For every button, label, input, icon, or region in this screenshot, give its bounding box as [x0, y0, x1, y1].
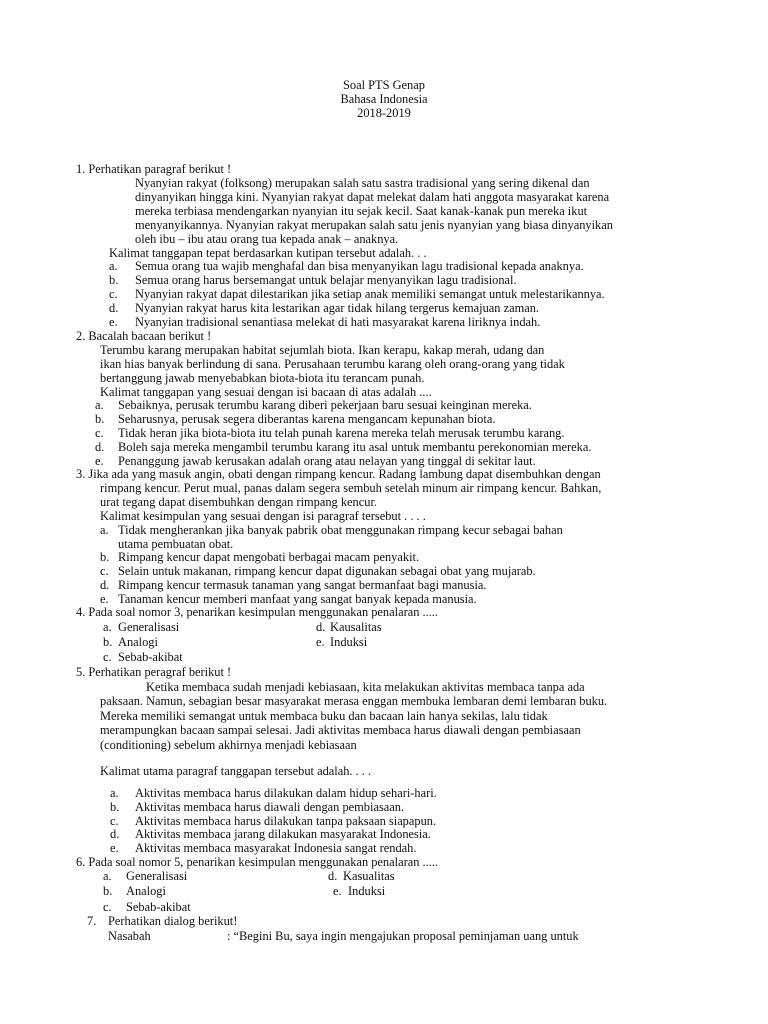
question-5-option-b: Aktivitas membaca harus diawali dengan pembiasaan. [135, 800, 405, 814]
question-2-option-a: Sebaiknya, perusak terumbu karang diberi pekerjaan baru sesuai keinginan mereka. [118, 398, 532, 412]
dialog-line: : “Begini Bu, saya ingin mengajukan proposal peminjaman uang untuk [227, 929, 579, 943]
option-letter: d. [109, 301, 119, 315]
question-5-paragraph-line: paksaan. Namun, sebagian besar masyarakat merasa enggan membuka lembaran demi lembaran buku. [100, 694, 608, 708]
question-3-option-d: Rimpang kencur termasuk tanaman yang sangat bermanfaat bagi manusia. [118, 578, 487, 592]
question-3-option-c: Selain untuk makanan, rimpang kencur dapat digunakan sebagai obat yang mujarab. [118, 564, 536, 578]
option-letter: a. [95, 398, 104, 412]
question-5-option-a: Aktivitas membaca harus dilakukan dalam hidup sehari-hari. [135, 786, 437, 800]
question-5-option-e: Aktivitas membaca masyarakat Indonesia sangat rendah. [135, 841, 417, 855]
dialog-speaker: Nasabah [108, 929, 151, 943]
question-2-paragraph-line: bertanggung jawab menyebabkan biota-biota itu terancam punah. [100, 371, 425, 385]
option-letter: e. [333, 884, 342, 898]
question-6-option-e: Induksi [348, 884, 386, 898]
option-letter: b. [100, 550, 110, 564]
question-2-option-d: Boleh saja mereka mengambil terumbu karang itu asal untuk membantu perekonomian mereka. [118, 440, 592, 454]
question-1-option-c: Nyanyian rakyat dapat dilestarikan jika setiap anak memiliki semangat untuk melestarikannya. [135, 287, 605, 301]
question-5-prompt: Kalimat utama paragraf tanggapan tersebut adalah. . . . [100, 764, 372, 778]
question-1-option-e: Nyanyian tradisional senantiasa melekat di hati masyarakat karena liriknya indah. [135, 315, 541, 329]
question-4-option-e: Induksi [330, 635, 368, 649]
question-5-paragraph-line: Ketika membaca sudah menjadi kebiasaan, kita melakukan aktivitas membaca tanpa ada [146, 680, 585, 694]
option-letter: d. [110, 827, 120, 841]
option-letter: c. [103, 900, 112, 914]
question-3-option-a: Tidak mengherankan jika banyak pabrik obat menggunakan rimpang kecur sebagai bahan [118, 523, 563, 537]
question-2-title: 2. Bacalah bacaan berikut ! [76, 329, 212, 343]
option-letter: e. [316, 635, 325, 649]
option-letter: e. [95, 454, 104, 468]
option-letter: c. [110, 814, 119, 828]
question-6-option-b: Analogi [126, 884, 166, 898]
option-letter: a. [103, 869, 112, 883]
question-2-paragraph-line: ikan hias banyak berlindung di sana. Perusahaan terumbu karang oleh orang-orang yang tidak [100, 357, 565, 371]
option-letter: a. [103, 620, 112, 634]
question-2-option-e: Penanggung jawab kerusakan adalah orang atau nelayan yang tinggal di sekitar laut. [118, 454, 536, 468]
question-6-title: 6. Pada soal nomor 5, penarikan kesimpulan menggunakan penalaran ..... [76, 855, 438, 869]
option-letter: c. [95, 426, 104, 440]
option-letter: a. [110, 786, 119, 800]
question-1-option-d: Nyanyian rakyat harus kita lestarikan agar tidak hilang tergerus kemajuan zaman. [135, 301, 540, 315]
question-5-option-c: Aktivitas membaca harus dilakukan tanpa paksaan siapapun. [135, 814, 437, 828]
question-1-paragraph-line: oleh ibu – ibu atau orang tua kepada anak – anaknya. [135, 232, 399, 246]
question-5-title: 5. Perhatikan peragraf berikut ! [76, 665, 232, 679]
question-1-paragraph-line: dinyanyikan hingga kini. Nyanyian rakyat dapat melekat dalam hati anggota masyarakat karena [135, 190, 610, 204]
question-3-option-e: Tanaman kencur memberi manfaat yang sangat banyak kepada manusia. [118, 592, 477, 606]
question-1-title: 1. Perhatikan paragraf berikut ! [76, 162, 232, 176]
question-3-prompt: Kalimat kesimpulan yang sesuai dengan isi paragraf tersebut . . . . [100, 509, 426, 523]
question-6-option-a: Generalisasi [126, 869, 188, 883]
question-7-title: Perhatikan dialog berikut! [108, 914, 238, 928]
question-6-option-d: Kasualitas [343, 869, 395, 883]
option-letter: a. [100, 523, 109, 537]
question-1-prompt: Kalimat tanggapan tepat berdasarkan kutipan tersebut adalah. . . [109, 246, 427, 260]
question-7-number: 7. [87, 914, 97, 928]
question-2-option-c: Tidak heran jika biota-biota itu telah punah karena mereka telah merusak terumbu karang. [118, 426, 565, 440]
option-letter: d. [328, 869, 338, 883]
question-5-paragraph-line: merampungkan bacaan sampai selesai. Jadi aktivitas membaca harus diawali dengan pembiasaan [100, 723, 581, 737]
question-1-option-a: Semua orang tua wajib menghafal dan bisa menyanyikan lagu tradisional kepada anaknya. [135, 259, 584, 273]
option-letter: b. [103, 635, 113, 649]
question-3-text-line: 3. Jika ada yang masuk angin, obati dengan rimpang kencur. Radang lambung dapat disembuhkan dengan [76, 467, 601, 481]
option-letter: c. [109, 287, 118, 301]
question-4-option-c: Sebab-akibat [118, 650, 183, 664]
question-1-paragraph-line: Nyanyian rakyat (folksong) merupakan salah satu sastra tradisional yang sering dikenal dan [135, 176, 590, 190]
option-letter: e. [110, 841, 119, 855]
question-4-option-d: Kausalitas [330, 620, 382, 634]
question-2-option-b: Seharusnya, perusak segera diberantas karena mengancam kepunahan biota. [118, 412, 496, 426]
question-1-option-b: Semua orang harus bersemangat untuk belajar menyanyikan lagu tradisional. [135, 273, 517, 287]
question-1-paragraph-line: menyanyikannya. Nyanyian rakyat merupakan salah satu jenis nyanyian yang biasa dinyanyikan [135, 218, 613, 232]
question-3-text-line: urat tegang dapat disembuhkan dengan rimpang kencur. [100, 495, 377, 509]
option-letter: b. [110, 800, 120, 814]
option-letter: e. [109, 315, 118, 329]
question-2-paragraph-line: Terumbu karang merupakan habitat sejumlah biota. Ikan kerapu, kakap merah, udang dan [100, 343, 545, 357]
question-4-option-a: Generalisasi [118, 620, 180, 634]
doc-subject: Bahasa Indonesia [340, 92, 428, 106]
option-letter: d. [95, 440, 105, 454]
question-3-option-a-cont: utama pembuatan obat. [118, 537, 234, 551]
question-5-option-d: Aktivitas membaca jarang dilakukan masyarakat Indonesia. [135, 827, 431, 841]
option-letter: b. [95, 412, 105, 426]
question-1-paragraph-line: mereka terbiasa mendengarkan nyanyian itu sejak kecil. Saat kanak-kanak pun mereka ikut [135, 204, 588, 218]
question-2-prompt: Kalimat tanggapan yang sesuai dengan isi bacaan di atas adalah .... [100, 385, 432, 399]
doc-year: 2018-2019 [357, 106, 411, 120]
option-letter: b. [109, 273, 119, 287]
option-letter: b. [103, 884, 113, 898]
question-4-title: 4. Pada soal nomor 3, penarikan kesimpulan menggunakan penalaran ..... [76, 605, 438, 619]
doc-title: Soal PTS Genap [343, 78, 425, 92]
option-letter: c. [100, 564, 109, 578]
question-5-paragraph-line: (conditioning) sebelum akhirnya menjadi kebiasaan [100, 738, 357, 752]
option-letter: a. [109, 259, 118, 273]
option-letter: c. [103, 650, 112, 664]
question-3-text-line: rimpang kencur. Perut mual, panas dalam segera sembuh setelah minum air rimpang kencur. Bahkan, [100, 481, 602, 495]
question-6-option-c: Sebab-akibat [126, 900, 191, 914]
option-letter: d. [316, 620, 326, 634]
option-letter: d. [100, 578, 110, 592]
option-letter: e. [100, 592, 109, 606]
question-5-paragraph-line: Mereka memiliki semangat untuk membaca buku dan bacaan lain hanya sekilas, lalu tidak [100, 709, 548, 723]
question-3-option-b: Rimpang kencur dapat mengobati berbagai macam penyakit. [118, 550, 420, 564]
question-4-option-b: Analogi [118, 635, 158, 649]
